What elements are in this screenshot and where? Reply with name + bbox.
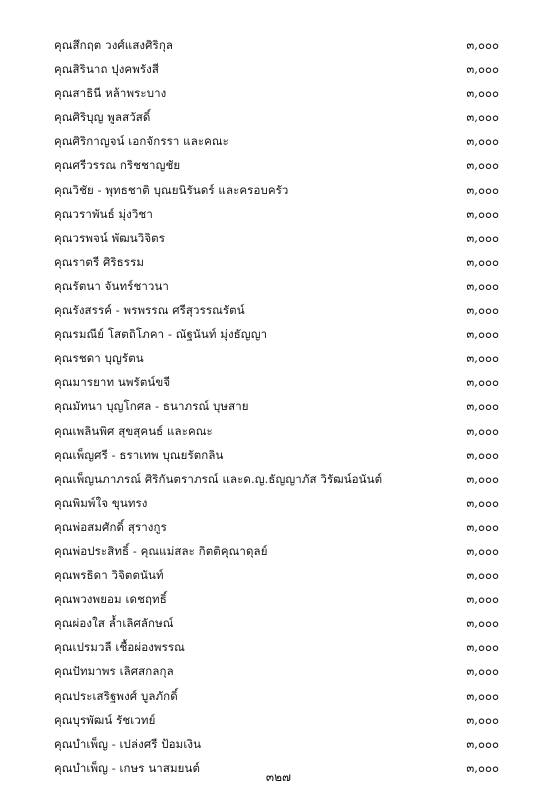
donation-amount: ๓,๐๐๐ [466,254,499,269]
donor-name: คุณประเสริฐพงศ์ บูลภักดิ์ [54,688,178,703]
donation-amount: ๓,๐๐๐ [466,327,499,342]
donation-amount: ๓,๐๐๐ [466,688,499,703]
donor-name: คุณเพลินพิศ สุขสุคนธ์ และคณะ [54,423,213,438]
donor-name: คุณบำเพ็ญ - เปล่งศรี ป้อมเงิน [54,736,202,751]
donation-amount: ๓,๐๐๐ [466,640,499,655]
donor-name: คุณพวงพยอม เดชฤทธิ์ [54,592,167,607]
list-item [0,81,557,105]
list-item [0,202,557,226]
donation-amount: ๓,๐๐๐ [466,495,499,510]
list-item [0,250,557,274]
donor-name: คุณสิรินาถ ปุงคพรังสี [54,62,159,77]
list-item [0,539,557,563]
donation-amount: ๓,๐๐๐ [466,664,499,679]
list-item [0,515,557,539]
donor-name: คุณสาธินี หล้าพระบาง [54,86,167,101]
list-item [0,298,557,322]
list-item [0,33,557,57]
donation-amount: ๓,๐๐๐ [466,712,499,727]
donation-amount: ๓,๐๐๐ [466,399,499,414]
donation-amount: ๓,๐๐๐ [466,182,499,197]
list-item [0,684,557,708]
donation-amount: ๓,๐๐๐ [466,375,499,390]
donor-name: คุณพ่อประสิทธิ์ - คุณแม่สละ กิตติคุณาดุลย์ [54,543,268,558]
donation-amount: ๓,๐๐๐ [466,38,499,52]
donation-amount: ๓,๐๐๐ [466,351,499,366]
donor-name: คุณเพ็ญนภาภรณ์ ศิริกันตราภรณ์ และด.ญ.ธัญญาภัส วิรัฒน์อนันต์ [54,471,383,486]
list-item [0,467,557,491]
donation-amount: ๓,๐๐๐ [466,86,499,101]
donation-amount: ๓,๐๐๐ [466,519,499,534]
list-item [0,587,557,611]
list-item [0,274,557,298]
donor-name: คุณศรีวรรณ กริชชาญชัย [54,158,181,173]
list-item [0,105,557,129]
donation-amount: ๓,๐๐๐ [466,736,499,751]
donor-name: คุณบำเพ็ญ - เกษร นาสมยนต์ [54,760,201,775]
list-item [0,226,557,250]
donor-name: คุณศิริกาญจน์ เอกจักรรา และคณะ [54,134,229,149]
list-item [0,443,557,467]
donor-name: คุณรังสรรค์ - พรพรรณ ศรีสุวรรณรัตน์ [54,303,245,318]
donation-amount: ๓,๐๐๐ [466,616,499,631]
donation-amount: ๓,๐๐๐ [466,423,499,438]
list-item [0,153,557,177]
donor-name: คุณวิชัย - พุทธชาติ บุณยนิรันดร์ และครอบครัว [54,182,289,197]
list-item [0,611,557,635]
list-item [0,708,557,732]
list-item [0,659,557,683]
donor-name: คุณผ่องใส ล้ำเลิศลักษณ์ [54,616,174,631]
donor-name: คุณสึกฤต วงศ์แสงศิริกุล [54,38,174,52]
donor-name: คุณศิริบุญ พูลสวัสดิ์ [54,110,151,125]
donor-name: คุณวราพันธ์ มุ่งวิชา [54,206,153,221]
donor-name: คุณรัตนา จันทร์ชาวนา [54,278,169,293]
donor-name: คุณราตรี ศิริธรรม [54,254,145,269]
page-number: ๓๒๗ [265,770,292,784]
list-item [0,346,557,370]
list-item [0,732,557,756]
donation-amount: ๓,๐๐๐ [466,62,499,77]
donation-amount: ๓,๐๐๐ [466,471,499,486]
list-item [0,635,557,659]
donor-name: คุณปัทมาพร เลิศสกลกุล [54,664,174,679]
list-item [0,491,557,515]
donation-amount: ๓,๐๐๐ [466,230,499,245]
donor-name: คุณรชดา บุญรัตน [54,351,144,366]
list-item [0,394,557,418]
donation-amount: ๓,๐๐๐ [466,543,499,558]
list-item [0,563,557,587]
donation-amount: ๓,๐๐๐ [466,278,499,293]
donor-name: คุณเพ็ญศรี - ธราเทพ บุณยรัตกลิน [54,447,224,462]
donor-name: คุณพิมพ์ใจ ขุนทรง [54,495,148,510]
list-item [0,57,557,81]
donor-name: คุณรมณีย์ โสตถิโภคา - ณัฐนันท์ มุ่งธัญญา [54,327,268,342]
donor-name: คุณมัทนา บุญโกศล - ธนาภรณ์ บุษสาย [54,399,249,414]
donation-amount: ๓,๐๐๐ [466,206,499,221]
list-item [0,322,557,346]
list-item [0,129,557,153]
donation-amount: ๓,๐๐๐ [466,760,499,775]
donor-name: คุณมารยาท นพรัตน์ขจี [54,375,171,390]
donor-name: คุณบุรพัฒน์ รัชเวทย์ [54,712,156,727]
donation-amount: ๓,๐๐๐ [466,158,499,173]
list-item [0,370,557,394]
donation-amount: ๓,๐๐๐ [466,134,499,149]
list-item [0,419,557,443]
donation-amount: ๓,๐๐๐ [466,110,499,125]
donor-name: คุณวรพจน์ พัฒนวิจิตร [54,230,166,245]
donation-amount: ๓,๐๐๐ [466,447,499,462]
donation-amount: ๓,๐๐๐ [466,568,499,583]
donation-amount: ๓,๐๐๐ [466,592,499,607]
donor-name: คุณพ่อสมศักดิ์ สุรางกูร [54,519,167,534]
donor-name: คุณเปรมวลี เชื้อผ่องพรรณ [54,640,185,655]
donor-name: คุณพรธิดา วิจิตตนันท์ [54,568,164,583]
donor-list [0,33,557,780]
donation-amount: ๓,๐๐๐ [466,303,499,318]
list-item [0,178,557,202]
